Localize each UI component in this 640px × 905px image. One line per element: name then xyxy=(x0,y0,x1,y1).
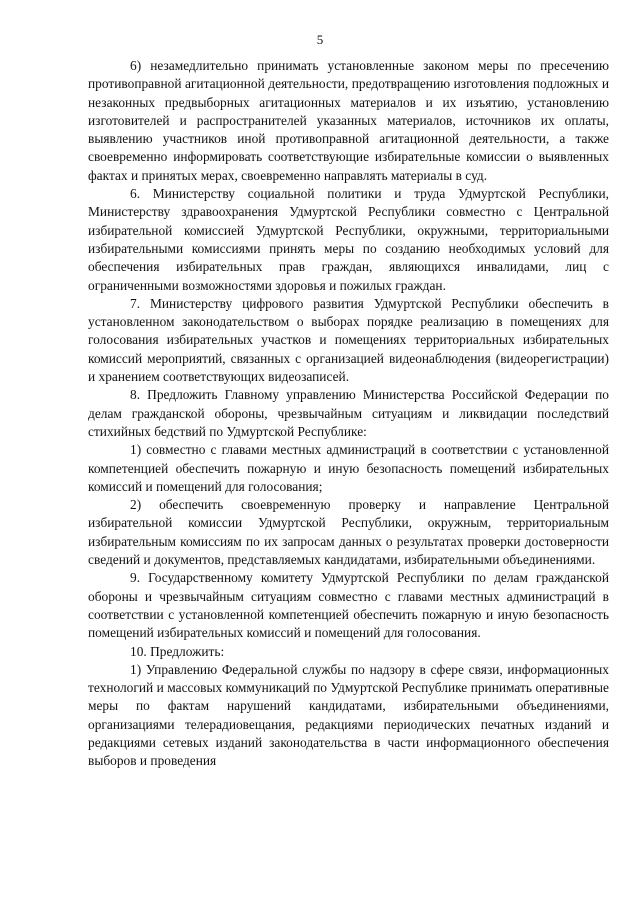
document-body xyxy=(88,57,609,771)
paragraph-6-social-policy: 6. Министерству социальной политики и труда Удмуртской Республики, Министерству здравоохранения Удмуртской Республики совместно с Центральной избирательной комиссией Удмуртской Республики, окружными, территориальными избирательными комиссиями принять меры по созданию необходимых условий для обеспечения избирательных прав граждан, являющихся инвалидами, лиц с ограниченными возможностями здоровья и пожилых граждан. xyxy=(88,186,609,293)
page-number: 5 xyxy=(316,32,324,47)
paragraph-8-emergency-ministry: 8. Предложить Главному управлению Министерства Российской Федерации по делам гражданской обороны, чрезвычайным ситуациям и ликвидации последствий стихийных бедствий по Удмуртской Республике: xyxy=(88,387,609,439)
paragraph-7-digital-development: 7. Министерству цифрового развития Удмуртской Республики обеспечить в установленном законодательством о выборах порядке реализацию в помещениях для голосования избирательных участков и помещениях территориальных избирательных комиссий мероприятий, связанных с организацией видеонаблюдения (видеорегистрации) и хранением соответствующих видеозаписей. xyxy=(88,295,609,385)
paragraph-10-item-1: 1) Управлению Федеральной службы по надзору в сфере связи, информационных технологий и массовых коммуникаций по Удмуртской Республике принимать оперативные меры по фактам нарушений кандидатами, избирательными объединениями, организациями телерадиовещания, редакциями периодических печатных изданий и редакциями сетевых изданий законодательства в части информационного обеспечения выборов и проведения xyxy=(88,661,609,769)
paragraph-8-item-1: 1) совместно с главами местных администраций в соответствии с установленной компетенцией обеспечить пожарную и иную безопасность помещений избирательных комиссий и помещений для голосования; xyxy=(88,442,609,494)
paragraph-10-heading: 10. Предложить: xyxy=(130,643,225,659)
paragraph-9-state-committee: 9. Государственному комитету Удмуртской Республики по делам гражданской обороны и чрезвычайным ситуациям совместно с главами местных администраций в соответствии с установленной компетенцией обеспечить пожарную и иную безопасность помещений избирательных комиссий и помещений для голосования. xyxy=(88,570,609,641)
paragraph-8-item-2: 2) обеспечить своевременную проверку и направление Центральной избирательной комиссии Удмуртской Республики, окружным, территориальным избирательным комиссиям по их запросам данных о результатах проверки достоверности сведений и документов, представляемых кандидатами, избирательными объединениями. xyxy=(88,497,609,568)
paragraph-6-item-6: 6) незамедлительно принимать установленные законом меры по пресечению противоправной агитационной деятельности, предотвращению изготовления подложных и незаконных предвыборных агитационных материалов и их изъятию, установлению изготовителей и распространителей указанных материалов, источников их оплаты, выявлению участников иной противоправной агитационной деятельности, а также своевременно информировать соответствующие избирательные комиссии о выявленных фактах и принятых мерах, своевременно направлять материалы в суд. xyxy=(88,58,609,183)
